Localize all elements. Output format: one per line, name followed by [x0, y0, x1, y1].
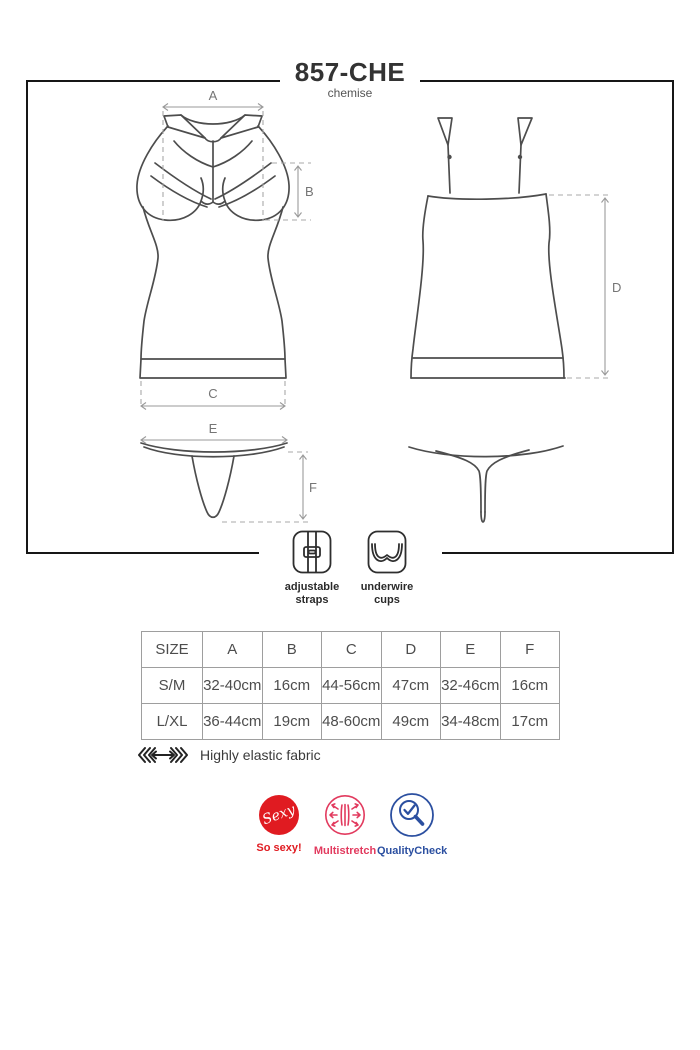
dimension-label-e: E — [208, 421, 218, 436]
table-cell: 32-40cm — [203, 668, 263, 704]
elastic-stretch-icon — [136, 746, 190, 764]
dimension-e — [141, 421, 287, 444]
page-title: 857-CHE — [294, 57, 406, 87]
table-cell-size: L/XL — [142, 704, 203, 740]
dimension-label-b: B — [305, 184, 314, 199]
sexy-badge-icon — [259, 795, 299, 835]
dimension-label-a: A — [208, 88, 218, 103]
table-cell: 17cm — [500, 704, 560, 740]
table-header-e: E — [441, 632, 501, 668]
chemise-back-drawing — [411, 118, 565, 378]
table-header-f: F — [500, 632, 560, 668]
fabric-note — [136, 746, 321, 764]
table-header-size: SIZE — [142, 632, 203, 668]
table-header-b: B — [262, 632, 322, 668]
underwire-cups-icon — [367, 530, 407, 574]
size-table-row-sm — [142, 668, 560, 704]
title-block — [280, 58, 420, 104]
badge-multistretch — [313, 794, 377, 857]
table-cell: 36-44cm — [203, 704, 263, 740]
table-cell: 34-48cm — [441, 704, 501, 740]
dimension-d — [549, 195, 621, 378]
table-cell: 32-46cm — [441, 668, 501, 704]
badge-label: QualityCheck — [377, 845, 448, 857]
badge-label: So sexy! — [256, 842, 302, 854]
table-cell: 49cm — [381, 704, 441, 740]
feature-icons-block — [259, 524, 442, 616]
product-type-subtitle: chemise — [327, 86, 373, 100]
qualitycheck-icon — [389, 792, 435, 838]
table-cell: 19cm — [262, 704, 322, 740]
dimension-f — [222, 452, 317, 522]
feature-label: underwire cups — [360, 581, 414, 607]
dimension-label-c: C — [208, 386, 218, 401]
sexy-badge-text: Sexy — [260, 801, 298, 829]
size-table-header-row — [142, 632, 560, 668]
table-cell: 47cm — [381, 668, 441, 704]
table-header-c: C — [322, 632, 382, 668]
thong-back-drawing — [409, 446, 563, 522]
feature-label: adjustable straps — [284, 581, 340, 607]
table-cell: 16cm — [500, 668, 560, 704]
table-cell-size: S/M — [142, 668, 203, 704]
multistretch-icon — [324, 794, 366, 836]
feature-adjustable-straps — [275, 530, 349, 607]
badge-label: Multistretch — [313, 845, 377, 857]
fabric-note-text: Highly elastic fabric — [200, 747, 321, 763]
dimension-label-d: D — [612, 280, 622, 295]
table-cell: 16cm — [262, 668, 322, 704]
table-header-d: D — [381, 632, 441, 668]
size-table-row-lxl — [142, 704, 560, 740]
badge-so-sexy — [246, 795, 312, 854]
feature-underwire-cups — [350, 530, 424, 607]
badge-qualitycheck — [377, 792, 447, 857]
garment-technical-diagram — [26, 81, 674, 554]
size-table — [141, 631, 560, 740]
table-cell: 44-56cm — [322, 668, 382, 704]
table-cell: 48-60cm — [322, 704, 382, 740]
thong-front-drawing — [141, 443, 287, 517]
dimension-c — [141, 381, 285, 410]
adjustable-straps-icon — [292, 530, 332, 574]
chemise-front-drawing — [137, 115, 289, 378]
table-header-a: A — [203, 632, 263, 668]
dimension-label-f: F — [309, 480, 317, 495]
